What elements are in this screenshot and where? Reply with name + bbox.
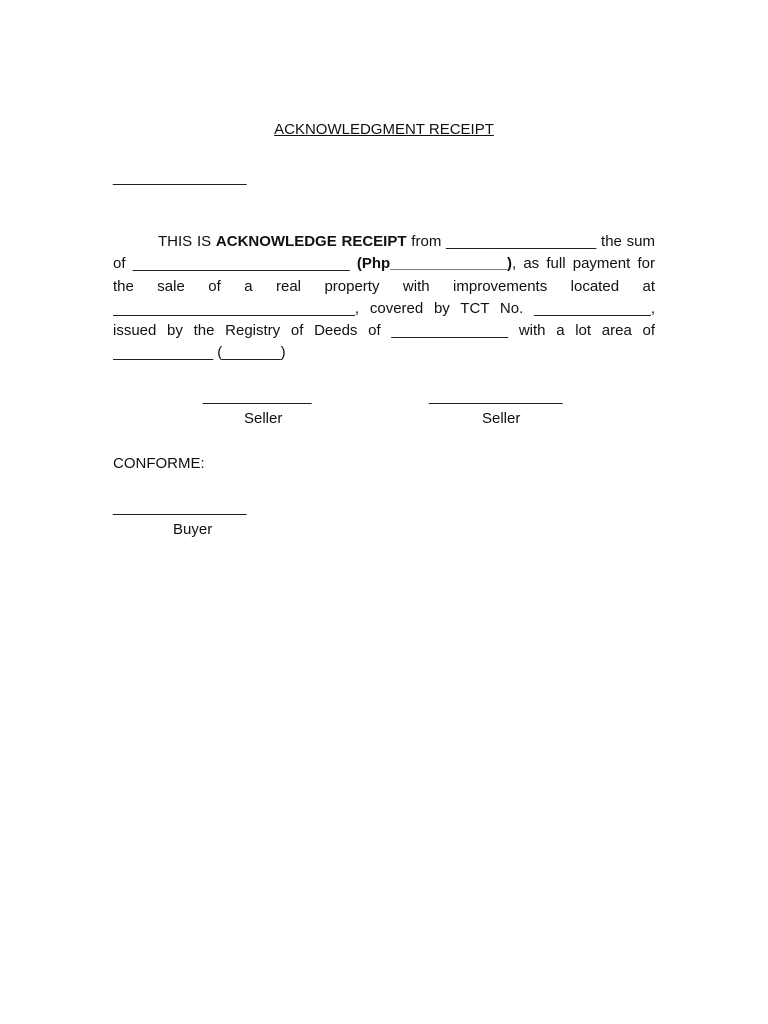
seller-1-label: Seller — [244, 410, 283, 427]
line2-suffix: , as full payment for — [511, 255, 655, 273]
paragraph-line-4: _____________________________, covered by TCT No. ______________, — [113, 299, 655, 317]
buyer-label: Buyer — [173, 521, 213, 538]
seller-2-signature-line: ________________ — [429, 388, 563, 405]
amount-php-blank: (Php______________) — [356, 255, 512, 273]
receipt-paragraph — [113, 231, 655, 365]
line1-prefix: THIS IS — [158, 233, 216, 250]
paragraph-line-6: ____________ (_______) — [113, 344, 286, 362]
paragraph-line-5: issued by the Registry of Deeds of ______________ with a lot area of — [113, 322, 655, 340]
paragraph-line-2 — [113, 253, 655, 275]
line1-suffix: from __________________ the sum — [406, 233, 655, 250]
document-title: ACKNOWLEDGMENT RECEIPT — [274, 121, 494, 138]
seller-2-label: Seller — [482, 410, 521, 427]
seller-1-signature-line: _____________ — [203, 388, 312, 405]
conforme-label: CONFORME: — [113, 455, 205, 472]
paragraph-line-1 — [113, 231, 655, 253]
buyer-signature-line: ________________ — [113, 499, 247, 516]
date-blank: ________________ — [113, 169, 247, 186]
paragraph-line-3: the sale of a real property with improvements located at — [113, 277, 655, 295]
line2-prefix: of __________________________ — [113, 255, 357, 273]
line1-bold: ACKNOWLEDGE RECEIPT — [215, 233, 407, 250]
